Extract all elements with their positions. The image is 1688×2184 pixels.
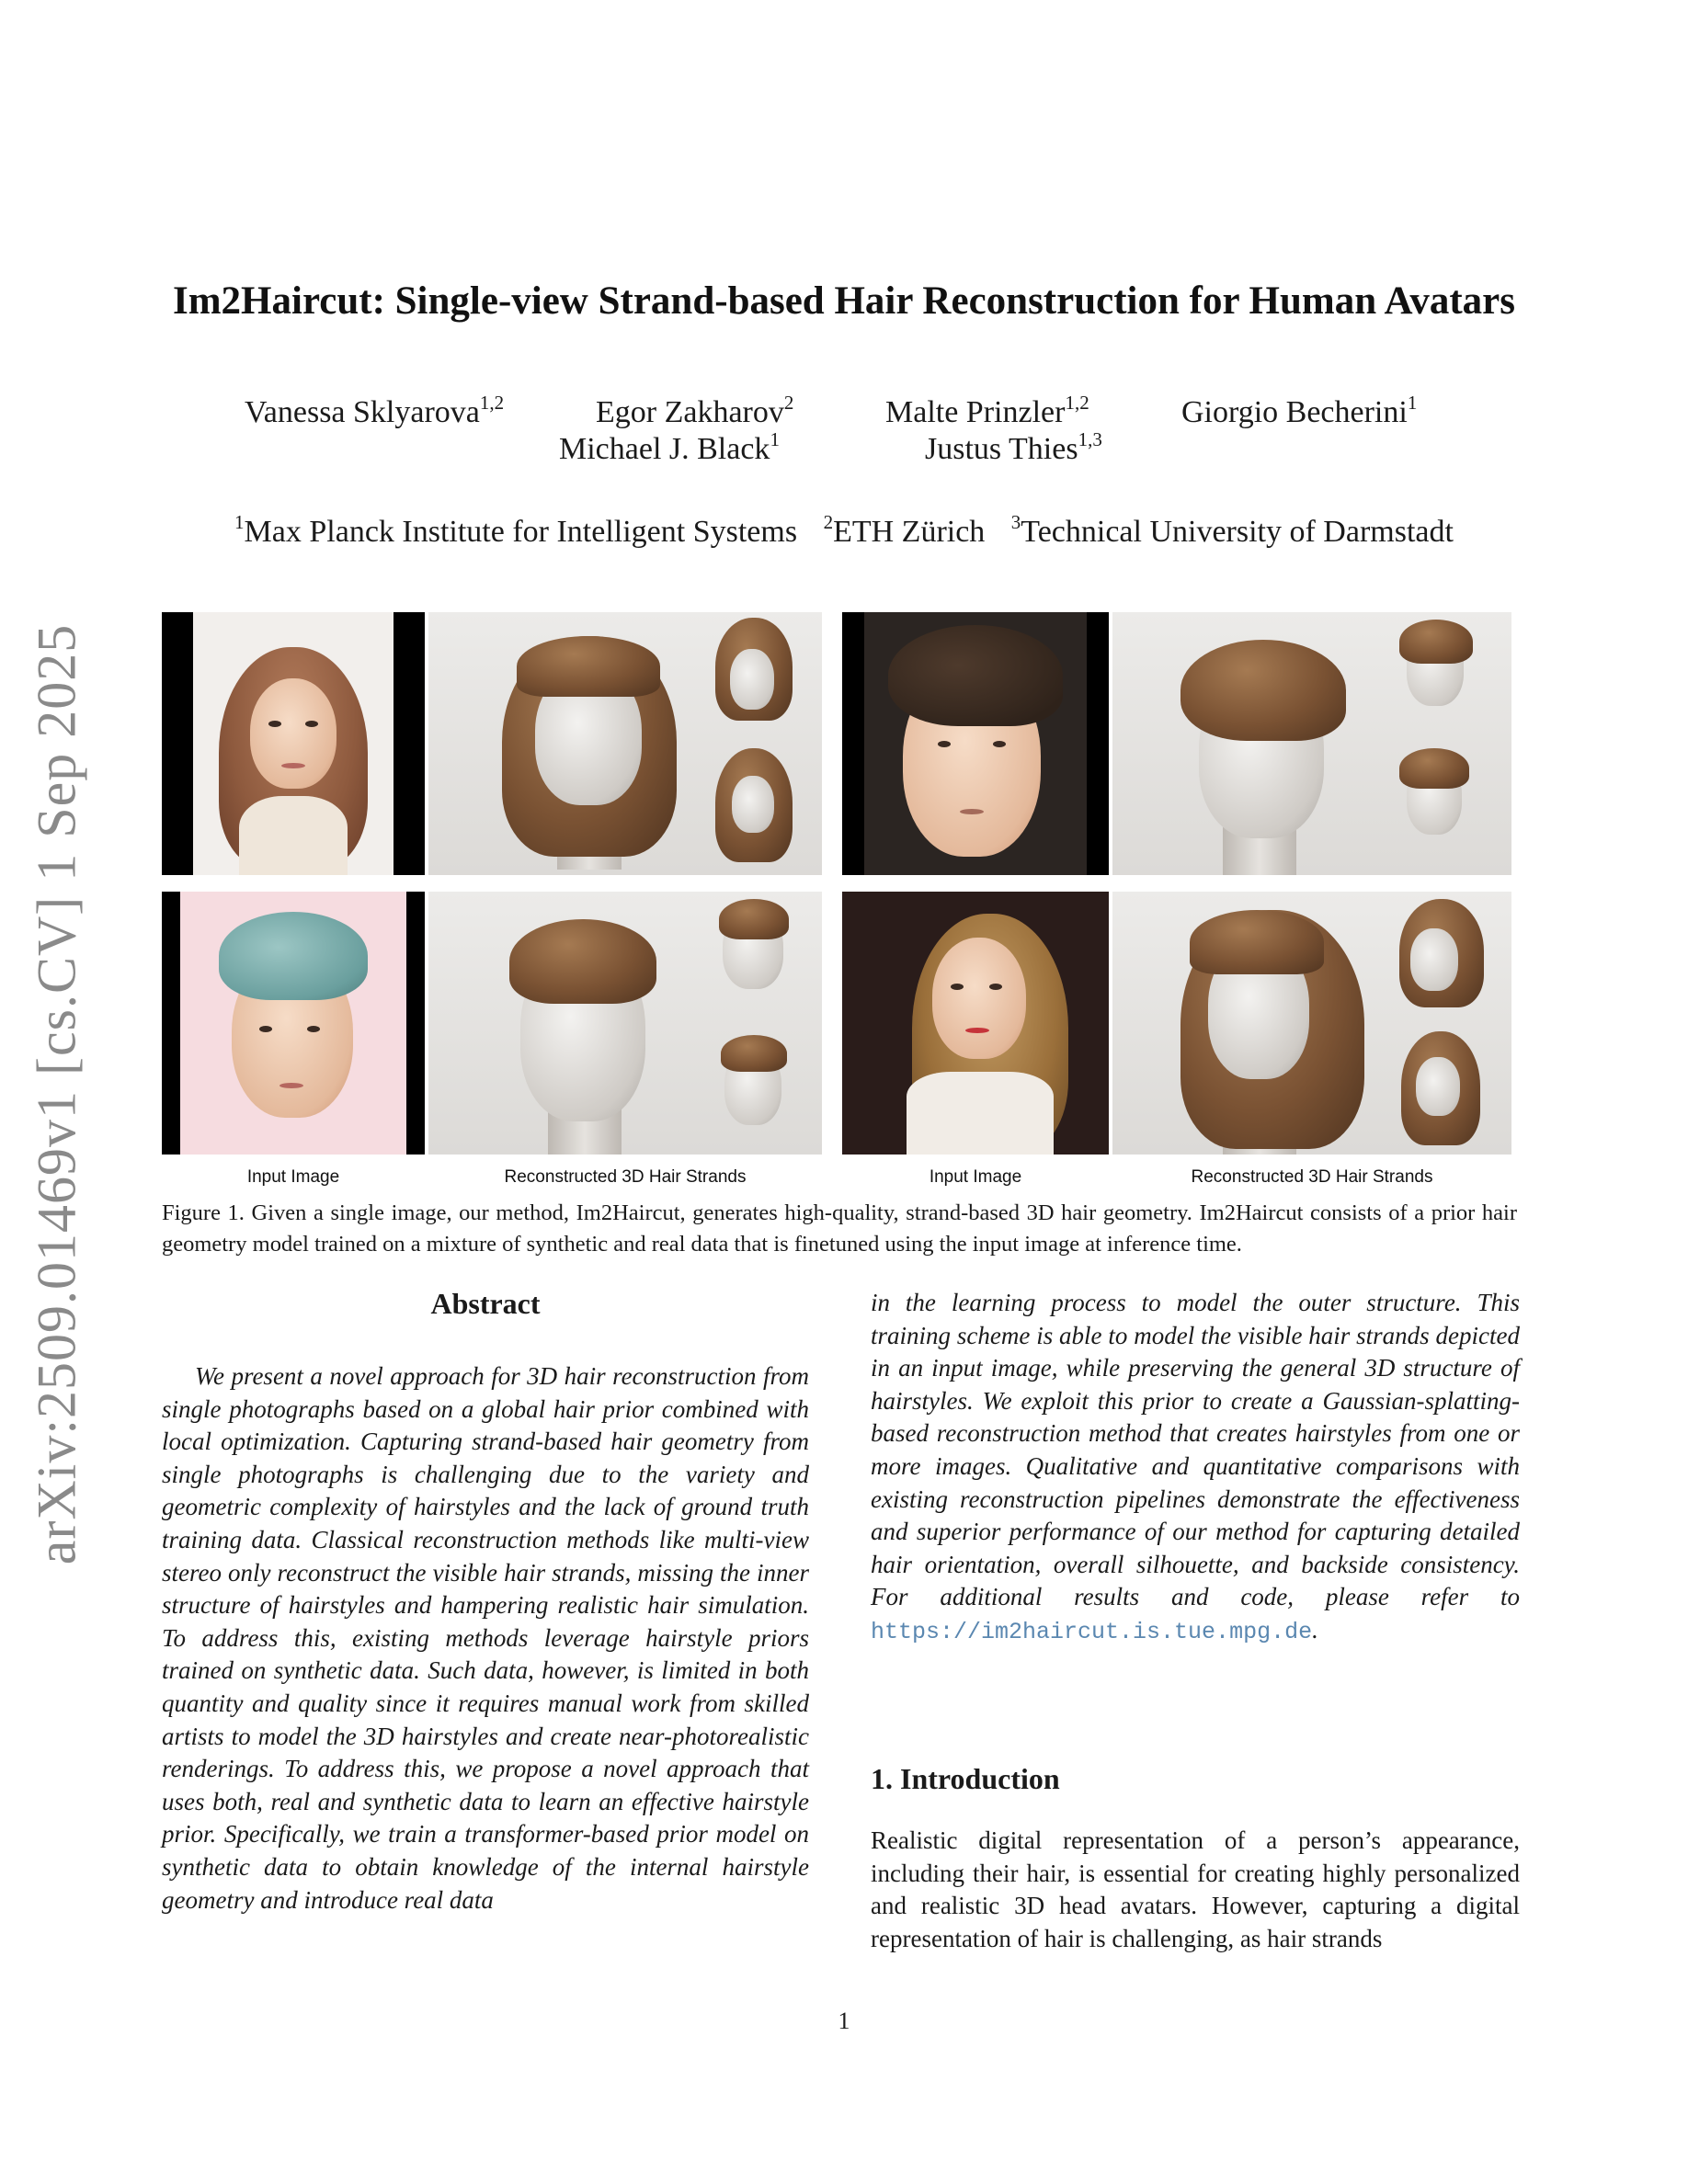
author bbox=[559, 428, 780, 467]
abstract-end-punct: . bbox=[1312, 1615, 1318, 1644]
reconstruction-4 bbox=[1112, 892, 1511, 1155]
author-name: Justus Thies bbox=[925, 432, 1078, 466]
author-row-1 bbox=[0, 392, 1688, 436]
reconstruction-1 bbox=[428, 612, 822, 875]
input-image-2 bbox=[842, 612, 1109, 875]
author-name: Vanessa Sklyarova bbox=[245, 395, 480, 429]
author-name: Egor Zakharov bbox=[596, 395, 784, 429]
figure-1 bbox=[162, 612, 1511, 1200]
figure-label: Input Image bbox=[929, 1167, 1022, 1187]
figure-label: Input Image bbox=[246, 1167, 340, 1187]
paper-title: Im2Haircut: Single-view Strand-based Hair Reconstruction for Human Avatars bbox=[173, 279, 1515, 323]
abstract-continuation bbox=[871, 1287, 1520, 1649]
author-sup: 1,3 bbox=[1078, 428, 1102, 450]
introduction-text: Realistic digital representation of a person’s appearance, including their hair, is essential for creating highly personalized and realistic 3D head avatars. However, capturing a digital representation of hair is challenging, as hair strands bbox=[871, 1826, 1520, 1952]
reconstruction-2 bbox=[1112, 612, 1511, 875]
input-image-1 bbox=[162, 612, 425, 875]
abstract-continuation-body: in the learning process to model the outer structure. This training scheme is able to model the visible hair strands depicted in an input image, while preserving the general 3D structure of hairstyles. We exploit this prior to create a Gaussian-splatting-based reconstruction method that creates hairstyles from one or more images. Qualitative and quantitative comparisons with existing reconstruction pipelines demonstrate the effectiveness and superior performance of our method for capturing detailed hair orientation, overall silhouette, and backside consistency. For additional results and code, please refer to bbox=[871, 1289, 1520, 1611]
affiliation-sup: 2 bbox=[823, 511, 834, 533]
input-image-4 bbox=[842, 892, 1109, 1155]
figure-label: Reconstructed 3D Hair Strands bbox=[1191, 1167, 1433, 1187]
page-number: 1 bbox=[838, 2008, 850, 2034]
abstract-body bbox=[162, 1360, 809, 1917]
author bbox=[245, 392, 505, 430]
affiliation-name: Max Planck Institute for Intelligent Systems bbox=[244, 515, 798, 549]
affiliation bbox=[234, 511, 798, 549]
arxiv-stamp bbox=[20, 607, 94, 1581]
section-heading-introduction: 1. Introduction bbox=[871, 1762, 1060, 1795]
project-link[interactable]: https://im2haircut.is.tue.mpg.de bbox=[871, 1618, 1313, 1645]
abstract-continuation-text bbox=[871, 1287, 1520, 1649]
arxiv-stamp-text: arXiv:2509.01469v1 [cs.CV] 1 Sep 2025 bbox=[26, 623, 87, 1564]
affiliation-sup: 1 bbox=[234, 511, 245, 533]
author-sup: 1 bbox=[1407, 392, 1418, 414]
reconstruction-3 bbox=[428, 892, 822, 1155]
author bbox=[925, 428, 1102, 467]
author-name: Malte Prinzler bbox=[885, 395, 1066, 429]
author-sup: 2 bbox=[783, 392, 794, 414]
affiliation bbox=[823, 511, 986, 549]
abstract-heading: Abstract bbox=[430, 1287, 541, 1320]
affiliations bbox=[0, 511, 1688, 550]
input-image-3 bbox=[162, 892, 425, 1155]
author-sup: 1,2 bbox=[1065, 392, 1089, 414]
author-sup: 1 bbox=[770, 428, 780, 450]
author-name: Giorgio Becherini bbox=[1181, 395, 1408, 429]
author-row-2 bbox=[0, 428, 1688, 472]
author bbox=[885, 392, 1089, 430]
author-name: Michael J. Black bbox=[559, 432, 770, 466]
affiliation bbox=[1010, 511, 1454, 549]
author bbox=[596, 392, 794, 430]
affiliation-name: ETH Zürich bbox=[833, 515, 986, 549]
author bbox=[1181, 392, 1418, 430]
affiliation-sup: 3 bbox=[1010, 511, 1021, 533]
affiliation-name: Technical University of Darmstadt bbox=[1021, 515, 1454, 549]
author-sup: 1,2 bbox=[479, 392, 505, 414]
abstract-text: We present a novel approach for 3D hair reconstruction from single photographs based on a global hair prior combined with local optimization. Capturing strand-based hair geometry from single photographs is challenging due to the variety and geometric complexity of hairstyles and the lack of ground truth training data. Classical reconstruction methods like multi-view stereo only reconstruct the visible hair strands, missing the inner structure of hairstyles and hampering realistic hair simulation. To address this, existing methods leverage hairstyle priors trained on synthetic data. Such data, however, is limited in both quantity and quality since it requires manual work from skilled artists to model the 3D hairstyles and create near-photorealistic renderings. To address this, we propose a novel approach that uses both, real and synthetic data to learn an effective hairstyle prior. Specifically, we train a transformer-based prior model on synthetic data to obtain knowledge of the internal hairstyle geometry and introduce real data bbox=[162, 1362, 809, 1914]
figure-label: Reconstructed 3D Hair Strands bbox=[504, 1167, 747, 1187]
figure-caption: Figure 1. Given a single image, our method, Im2Haircut, generates high-quality, strand-based 3D hair geometry. Im2Haircut consists of a prior hair geometry model trained on a mixture of synthetic and real data that is finetuned using the input image at inference time. bbox=[162, 1200, 1517, 1257]
